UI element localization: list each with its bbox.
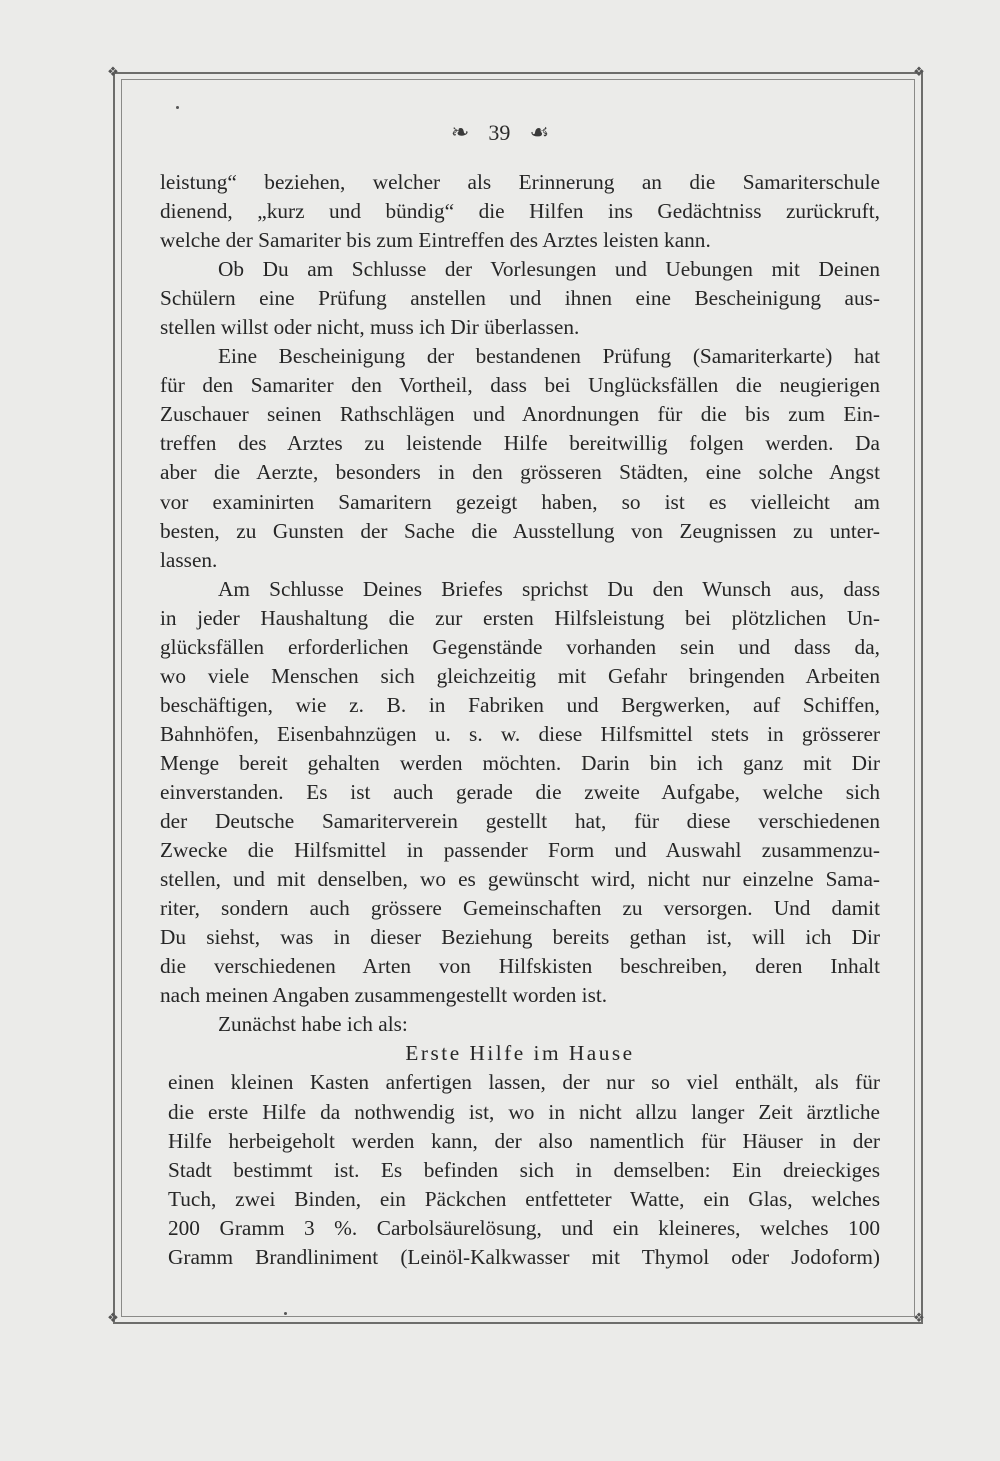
- corner-ornament-icon: ❖: [913, 65, 925, 80]
- speck: [284, 1312, 287, 1315]
- text-line: riter, sondern auch grössere Gemeinschaften zu versorgen. Und damit: [160, 896, 880, 921]
- text-line: stellen willst oder nicht, muss ich Dir überlassen.: [160, 315, 580, 340]
- text-line: Bahnhöfen, Eisenbahnzügen u. s. w. diese Hilfsmittel stets in grösserer: [160, 721, 880, 746]
- text-line: dienend, „kurz und bündig“ die Hilfen ins Gedächtniss zurückruft,: [160, 199, 880, 224]
- text-line: Hilfe herbeigeholt werden kann, der also namentlich für Häuser in der: [168, 1128, 880, 1153]
- text-line: Gramm Brandliniment (Leinöl-Kalkwasser mit Thymol oder Jodoform): [168, 1244, 880, 1269]
- text-line: Zunächst habe ich als:: [218, 1012, 408, 1037]
- text-line: vor examinirten Samaritern gezeigt haben, so ist es vielleicht am: [160, 489, 880, 514]
- text-line: Du siehst, was in dieser Beziehung bereits gethan ist, will ich Dir: [160, 925, 880, 950]
- text-line: welche der Samariter bis zum Eintreffen des Arztes leisten kann.: [160, 228, 711, 253]
- text-line: Stadt bestimmt ist. Es befinden sich in demselben: Ein dreieckiges: [168, 1157, 880, 1182]
- section-heading: Erste Hilfe im Hause: [405, 1041, 635, 1066]
- flourish-left-icon: ❧: [450, 120, 470, 146]
- text-line: für den Samariter den Vortheil, dass bei Unglücksfällen die neugierigen: [160, 373, 880, 398]
- text-line: Zuschauer seinen Rathschlägen und Anordnungen für die bis zum Ein-: [160, 402, 880, 427]
- text-line: einen kleinen Kasten anfertigen lassen, der nur so viel enthält, als für: [168, 1070, 880, 1095]
- text-line: die erste Hilfe da nothwendig ist, wo in nicht allzu langer Zeit ärztliche: [168, 1099, 880, 1124]
- text-line: nach meinen Angaben zusammengestellt worden ist.: [160, 983, 608, 1008]
- text-line: aber die Aerzte, besonders in den grösseren Städten, eine solche Angst: [160, 460, 880, 485]
- speck: [176, 106, 179, 109]
- text-line: stellen, und mit denselben, wo es gewünscht wird, nicht nur einzelne Sama-: [160, 867, 880, 892]
- corner-ornament-icon: ❖: [107, 1311, 119, 1326]
- page-header: [0, 120, 1000, 146]
- text-line: besten, zu Gunsten der Sache die Ausstellung von Zeugnissen zu unter-: [160, 518, 880, 543]
- text-line: Schülern eine Prüfung anstellen und ihnen eine Bescheinigung aus-: [160, 286, 880, 311]
- text-line: leistung“ beziehen, welcher als Erinnerung an die Samariterschule: [160, 170, 880, 194]
- text-line: glücksfällen erforderlichen Gegenstände vorhanden sein und dass da,: [160, 634, 880, 659]
- text-line: lassen.: [160, 547, 218, 572]
- text-line: beschäftigen, wie z. B. in Fabriken und Bergwerken, auf Schiffen,: [160, 692, 880, 717]
- text-line: in jeder Haushaltung die zur ersten Hilfsleistung bei plötzlichen Un-: [160, 605, 880, 630]
- page-number: 39: [488, 120, 511, 145]
- corner-ornament-icon: ❖: [913, 1311, 925, 1326]
- text-line: die verschiedenen Arten von Hilfskisten beschreiben, deren Inhalt: [160, 954, 880, 979]
- text-line: 200 Gramm 3 %. Carbolsäurelösung, und ein kleineres, welches 100: [168, 1215, 880, 1240]
- body-text: [160, 168, 880, 1272]
- text-line: Eine Bescheinigung der bestandenen Prüfung (Samariterkarte) hat: [218, 344, 880, 369]
- text-line: der Deutsche Samariterverein gestellt hat, für diese verschiedenen: [160, 809, 880, 834]
- text-line: Zwecke die Hilfsmittel in passender Form und Auswahl zusammenzu-: [160, 838, 880, 863]
- text-line: Ob Du am Schlusse der Vorlesungen und Uebungen mit Deinen: [218, 257, 880, 282]
- text-line: wo viele Menschen sich gleichzeitig mit Gefahr bringenden Arbeiten: [160, 663, 880, 688]
- corner-ornament-icon: ❖: [107, 65, 119, 80]
- text-line: Menge bereit gehalten werden möchten. Darin bin ich ganz mit Dir: [160, 750, 880, 775]
- text-line: Tuch, zwei Binden, ein Päckchen entfetteter Watte, ein Glas, welches: [168, 1186, 880, 1211]
- text-line: einverstanden. Es ist auch gerade die zweite Aufgabe, welche sich: [160, 779, 880, 804]
- text-line: Am Schlusse Deines Briefes sprichst Du den Wunsch aus, dass: [218, 576, 880, 601]
- text-line: treffen des Arztes zu leistende Hilfe bereitwillig folgen werden. Da: [160, 431, 880, 456]
- flourish-right-icon: ☙: [529, 120, 550, 146]
